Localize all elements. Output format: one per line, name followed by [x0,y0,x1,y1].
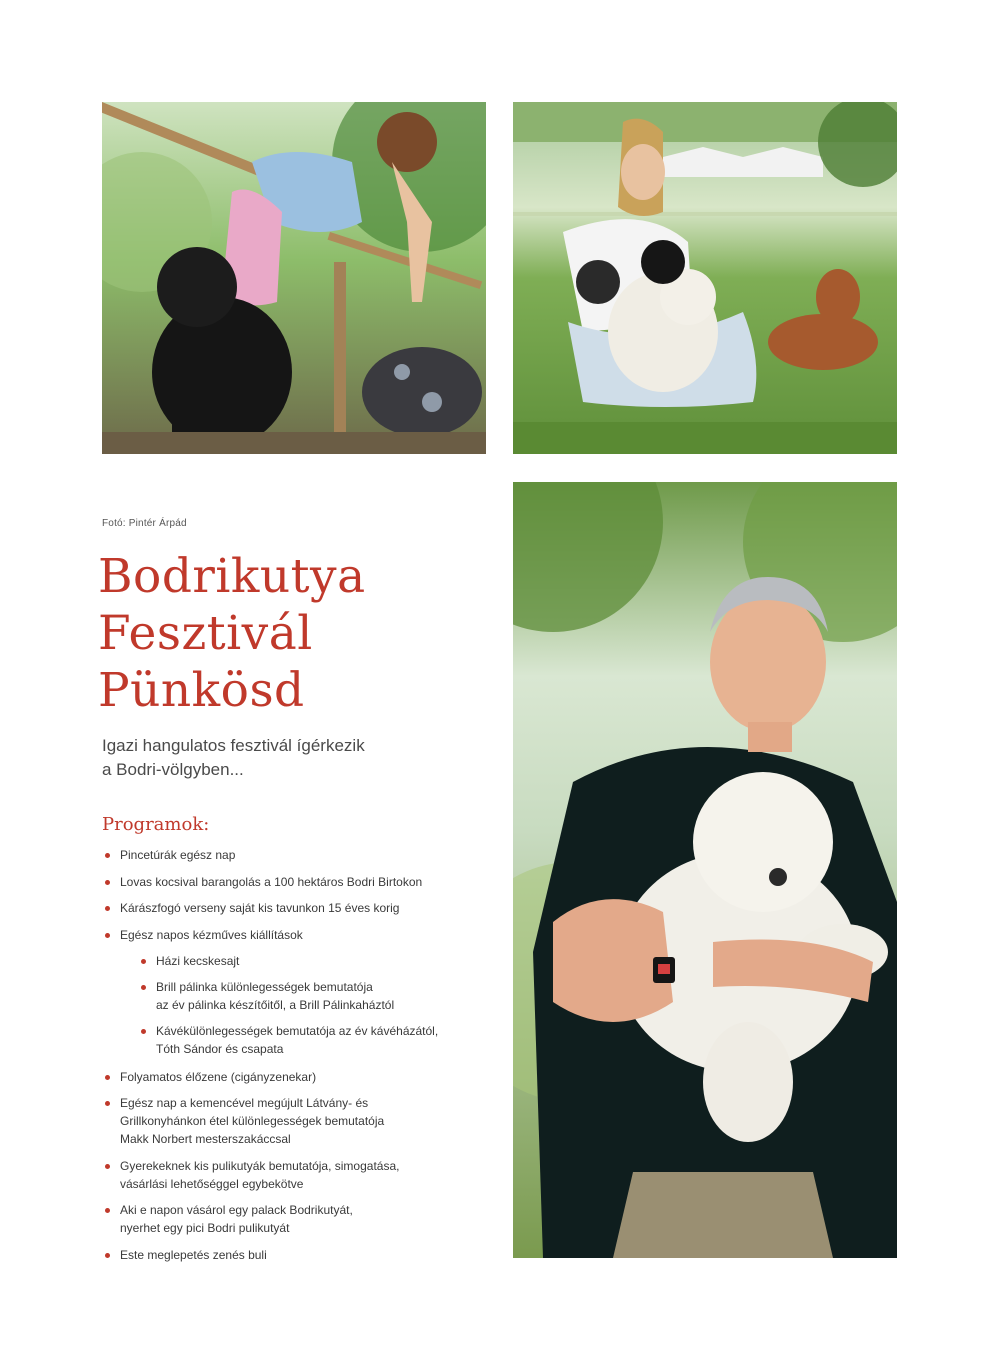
program-item [120,926,303,944]
photo-man-with-puppy [513,482,897,1258]
program-item-line: Házi kecskesajt [156,954,240,968]
program-item [120,1201,353,1237]
program-item-line: nyerhet egy pici Bodri pulikutyát [120,1221,290,1235]
program-item-line: Gyerekeknek kis pulikutyák bemutatója, simogatása, [120,1159,400,1173]
title-line: Bodrikutya [98,549,366,604]
photo-woman-with-dogs [513,102,897,454]
program-item [120,1157,399,1193]
program-item-line: Aki e napon vásárol egy palack Bodrikutyát, [120,1203,353,1217]
program-item-line: Grillkonyhánkon étel különlegességek bemutatója [120,1114,385,1128]
programs-heading: Programok: [102,814,210,835]
program-item-line: Makk Norbert mesterszakáccsal [120,1132,291,1146]
program-item [120,1094,384,1148]
program-item-line: Egész nap a kemencével megújult Látvány- és [120,1096,369,1110]
program-item-line: Egész napos kézműves kiállítások [120,928,303,942]
program-item-line: Kárászfogó verseny saját kis tavunkon 15 éves korig [120,901,400,915]
program-subitem [156,1022,438,1058]
title-line: Fesztivál [98,606,313,661]
program-item-line: Este meglepetés zenés buli [120,1248,267,1262]
subtitle [102,734,365,782]
program-item-line: Brill pálinka különlegességek bemutatója [156,980,373,994]
subtitle-line: Igazi hangulatos fesztivál ígérkezik [102,736,365,755]
program-subitem [156,952,239,970]
program-item-line: Lovas kocsival barangolás a 100 hektáros Bodri Birtokon [120,875,423,889]
program-item-line: az év pálinka készítőitől, a Brill Pálinkaháztól [156,998,395,1012]
program-item-line: vásárlási lehetőséggel egybekötve [120,1177,304,1191]
program-item [120,1068,316,1086]
program-item-line: Folyamatos élőzene (cigányzenekar) [120,1070,317,1084]
photo-girl-with-puppies [102,102,486,454]
subtitle-line: a Bodri-völgyben... [102,760,244,779]
title-line: Pünkösd [98,663,305,718]
program-item [120,846,235,864]
program-item-line: Tóth Sándor és csapata [156,1042,284,1056]
program-item [120,873,422,891]
program-subitem [156,978,394,1014]
photo-credit: Fotó: Pintér Árpád [102,518,187,529]
program-item [120,1246,267,1264]
program-item-line: Kávékülönlegességek bemutatója az év kávéházától, [156,1024,439,1038]
page-title [98,548,366,719]
program-item [120,899,399,917]
program-item-line: Pincetúrák egész nap [120,848,236,862]
